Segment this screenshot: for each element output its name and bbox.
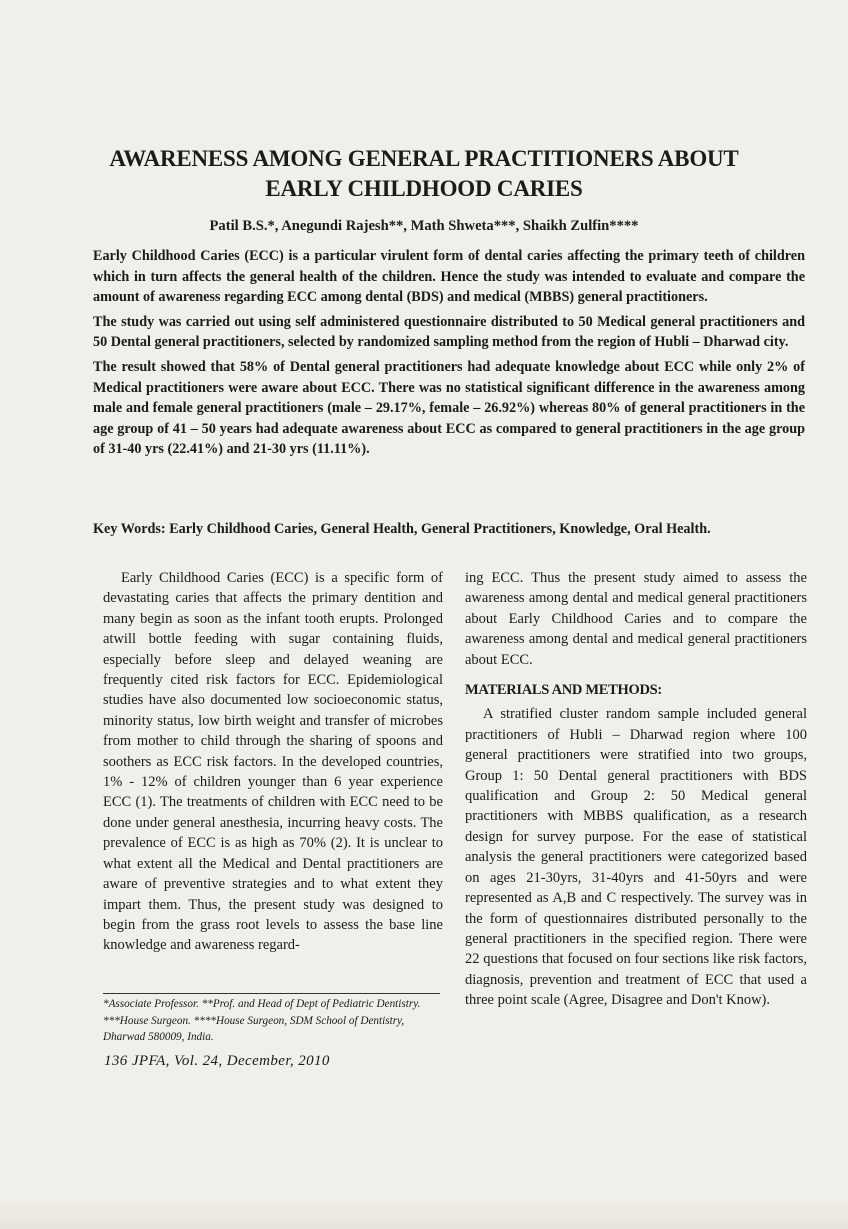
abstract — [93, 246, 805, 464]
introduction-continuation: ing ECC. Thus the present study aimed to assess the awareness among dental and medical general practitioners about Early Childhood Caries and to compare the awareness among dental and medical general practitioners about ECC. — [465, 570, 807, 668]
keywords: Key Words: Early Childhood Caries, General Health, General Practitioners, Knowledge, Oral Health. — [93, 521, 711, 537]
scan-edge — [0, 1198, 848, 1229]
page-footer: 136 JPFA, Vol. 24, December, 2010 — [104, 1053, 330, 1069]
author-list: Patil B.S.*, Anegundi Rajesh**, Math Shweta***, Shaikh Zulfin**** — [209, 218, 639, 234]
materials-heading: MATERIALS AND METHODS: — [465, 682, 662, 699]
abstract-background: Early Childhood Caries (ECC) is a particular virulent form of dental caries affecting the primary teeth of children which in turn affects the general health of the children. Hence the study was intended to evaluate and compare the amount of awareness regarding ECC among dental (BDS) and medical (MBBS) general practitioners. — [93, 248, 805, 306]
article-title — [80, 144, 768, 204]
title-line-2: EARLY CHILDHOOD CARIES — [265, 176, 583, 201]
footnote-divider — [103, 993, 440, 994]
left-column — [103, 568, 443, 956]
author-affiliations-footnote: *Associate Professor. **Prof. and Head of Dept of Pediatric Dentistry. ***House Surgeon. ****House Surgeon, SDM School of Dentistry, Dharwad 580009, India. — [103, 998, 421, 1044]
abstract-methods: The study was carried out using self administered questionnaire distributed to 50 Medical general practitioners and 50 Dental general practitioners, selected by randomized sampling method from the region of Hubli – Dharwad city. — [93, 313, 805, 351]
abstract-results: The result showed that 58% of Dental general practitioners had adequate knowledge about ECC while only 2% of Medical practitioners were aware about ECC. There was no statistical significant difference in the awareness among male and female general practitioners (male – 29.17%, female – 26.92%) whereas 80% of general practitioners in the age group of 41 – 50 years had adequate awareness about ECC as compared to general practitioners in the age group of 31-40 yrs (22.41%) and 21-30 yrs (11.11%). — [93, 358, 805, 458]
right-column — [465, 568, 807, 1011]
introduction-paragraph: Early Childhood Caries (ECC) is a specific form of devastating caries that affects the primary dentition and many begin as soon as the infant tooth erupts. Prolonged atwill bottle feeding with sugar containing fluids, especially before sleep and delayed weaning are frequently cited risk factors for ECC. Epidemiological studies have also documented low socioeconomic status, minority status, low birth weight and transfer of microbes from mother to child through the sharing of spoons and soothers as ECC risk factors. In the developed countries, 1% - 12% of children younger than 6 year experience ECC (1). The treatments of children with ECC need to be done under general anesthesia, incurring heavy costs. The prevalence of ECC is as high as 70% (2). It is unclear to what extent all the Medical and Dental practitioners are aware of preventive strategies and to what extent they impart them. Thus, the present study was designed to begin from the grass root levels to assess the base line knowledge and awareness regard- — [103, 570, 443, 954]
materials-paragraph: A stratified cluster random sample included general practitioners of Hubli – Dharwad region where 100 general practitioners were stratified into two groups, Group 1: 50 Dental general practitioners with BDS qualification and Group 2: 50 Medical general practitioners with MBBS qualification, as a research design for survey purpose. For the ease of statistical analysis the general practitioners were categorized based on ages 21-30yrs, 31-40yrs and 41-50yrs and were represented as A,B and C respectively. The survey was in the form of questionnaires distributed personally to the general practitioners in the specified region. There were 22 questions that focused on four sections like risk factors, diagnosis, prevention and treatment of ECC that used a three point scale (Agree, Disagree and Don't Know). — [465, 706, 807, 1009]
title-line-1: AWARENESS AMONG GENERAL PRACTITIONERS ABOUT — [109, 146, 739, 171]
